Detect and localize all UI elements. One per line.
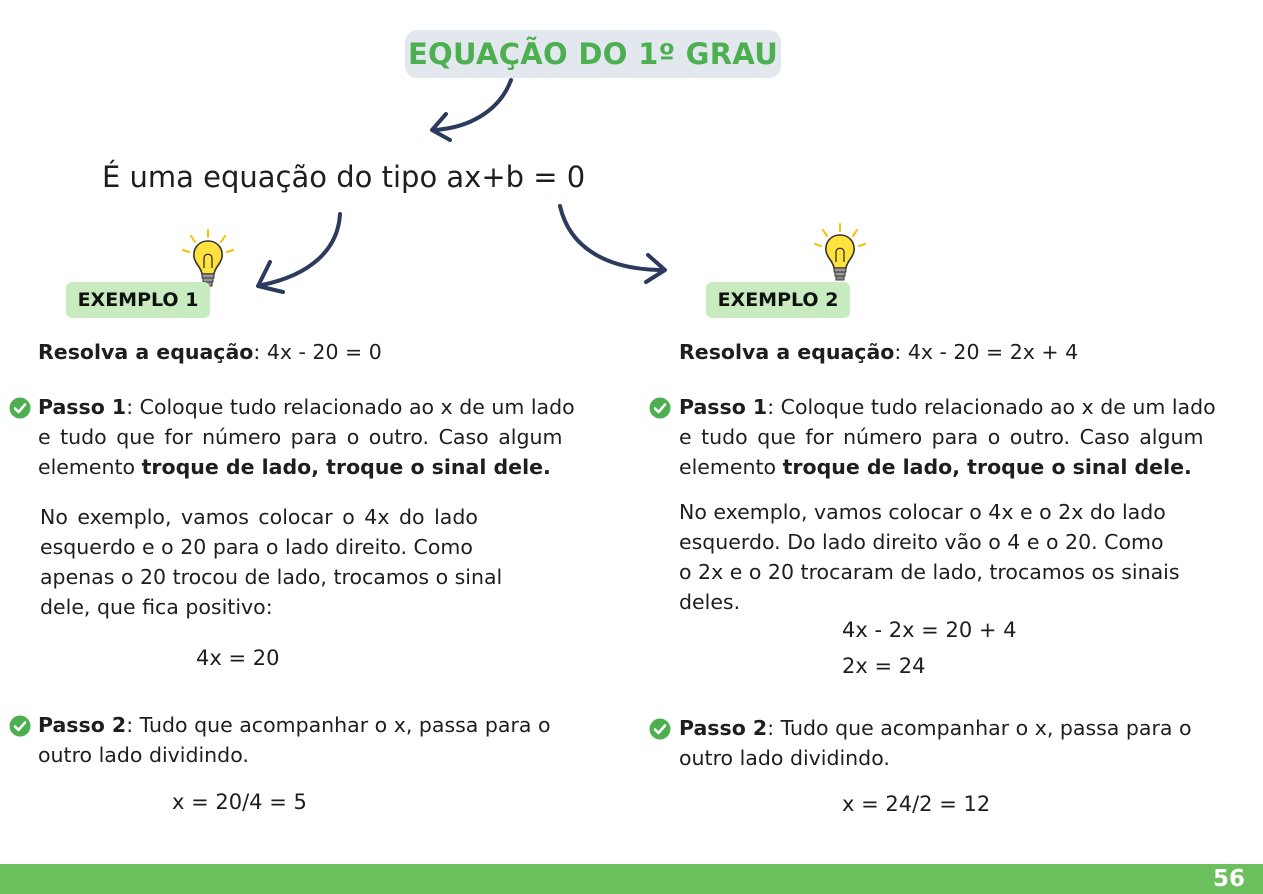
example-2-final-equation: x = 24/2 = 12: [842, 792, 991, 816]
check-circle-icon: [649, 718, 671, 740]
explanation-line: deles.: [679, 590, 741, 614]
explanation-line: esquerdo. Do lado direito vão o 4 e o 20. Como: [679, 530, 1164, 554]
example-1-badge: EXEMPLO 1: [66, 282, 210, 318]
step-1-emphasis: troque de lado, troque o sinal dele.: [141, 455, 551, 479]
resolva-equation: : 4x - 20 = 2x + 4: [894, 340, 1079, 364]
check-circle-icon: [9, 397, 31, 419]
step-1-label: Passo 1: [38, 395, 127, 419]
step-1-label: Passo 1: [679, 395, 768, 419]
example-2-badge: EXEMPLO 2: [706, 282, 850, 318]
step-2-text: : Tudo que acompanhar o x, passa para o: [126, 713, 551, 737]
example-1-final-equation: x = 20/4 = 5: [172, 790, 307, 814]
step-2-label: Passo 2: [679, 716, 768, 740]
step-1-text: : Coloque tudo relacionado ao x de um lado: [126, 395, 575, 419]
step-1-emphasis: troque de lado, troque o sinal dele.: [782, 455, 1192, 479]
explanation-line: esquerdo e o 20 para o lado direito. Como: [40, 535, 473, 559]
example-1-step-2: [38, 710, 551, 770]
example-2-step-2: [679, 713, 1192, 773]
page-number: 56: [1212, 866, 1245, 892]
arrow-definition-to-example1-head: [258, 262, 283, 292]
definition-text: É uma equação do tipo ax+b = 0: [102, 160, 586, 194]
footer-bar: [0, 864, 1263, 894]
arrow-definition-to-example2: [560, 206, 664, 270]
step-2-text-line-2: outro lado dividindo.: [679, 746, 890, 770]
example-1-equation: 4x = 20: [196, 646, 280, 670]
step-2-text-line-2: outro lado dividindo.: [38, 743, 249, 767]
check-circle-icon: [649, 397, 671, 419]
arrow-title-to-definition: [434, 80, 511, 130]
step-1-text-line-2: e tudo que for número para o outro. Caso algum: [38, 425, 563, 449]
example-1-explanation: [40, 502, 532, 622]
arrow-title-to-definition-head: [432, 114, 450, 140]
page-title: EQUAÇÃO DO 1º GRAU: [407, 37, 779, 71]
explanation-line: No exemplo, vamos colocar o 4x e o 2x do lado: [679, 500, 1166, 524]
title-banner: [405, 30, 781, 78]
example-2-prompt: [679, 337, 1078, 367]
example-1-step-1: [38, 392, 593, 482]
check-circle-icon: [9, 715, 31, 737]
step-1-text-line-2: e tudo que for número para o outro. Caso algum: [679, 425, 1204, 449]
example-1-prompt: [38, 337, 382, 367]
arrow-definition-to-example1: [262, 214, 340, 285]
resolva-label: Resolva a equação: [38, 340, 254, 364]
example-2-explanation: [679, 497, 1239, 617]
step-2-label: Passo 2: [38, 713, 127, 737]
arrow-definition-to-example2-head: [646, 255, 665, 282]
example-2-equation-1: 4x - 2x = 20 + 4: [842, 618, 1017, 642]
resolva-equation: : 4x - 20 = 0: [253, 340, 382, 364]
lightbulb-icon: [810, 222, 870, 288]
explanation-line: dele, que fica positivo:: [40, 595, 273, 619]
example-2-step-1: [679, 392, 1239, 482]
step-1-text-line-3: elemento: [679, 455, 783, 479]
explanation-line: apenas o 20 trocou de lado, trocamos o sinal: [40, 565, 503, 589]
resolva-label: Resolva a equação: [679, 340, 895, 364]
step-1-text: : Coloque tudo relacionado ao x de um lado: [767, 395, 1216, 419]
step-2-text: : Tudo que acompanhar o x, passa para o: [767, 716, 1192, 740]
step-1-text-line-3: elemento: [38, 455, 142, 479]
explanation-line: No exemplo, vamos colocar o 4x do lado: [40, 505, 478, 529]
explanation-line: o 2x e o 20 trocaram de lado, trocamos os sinais: [679, 560, 1180, 584]
example-2-equation-2: 2x = 24: [842, 654, 926, 678]
